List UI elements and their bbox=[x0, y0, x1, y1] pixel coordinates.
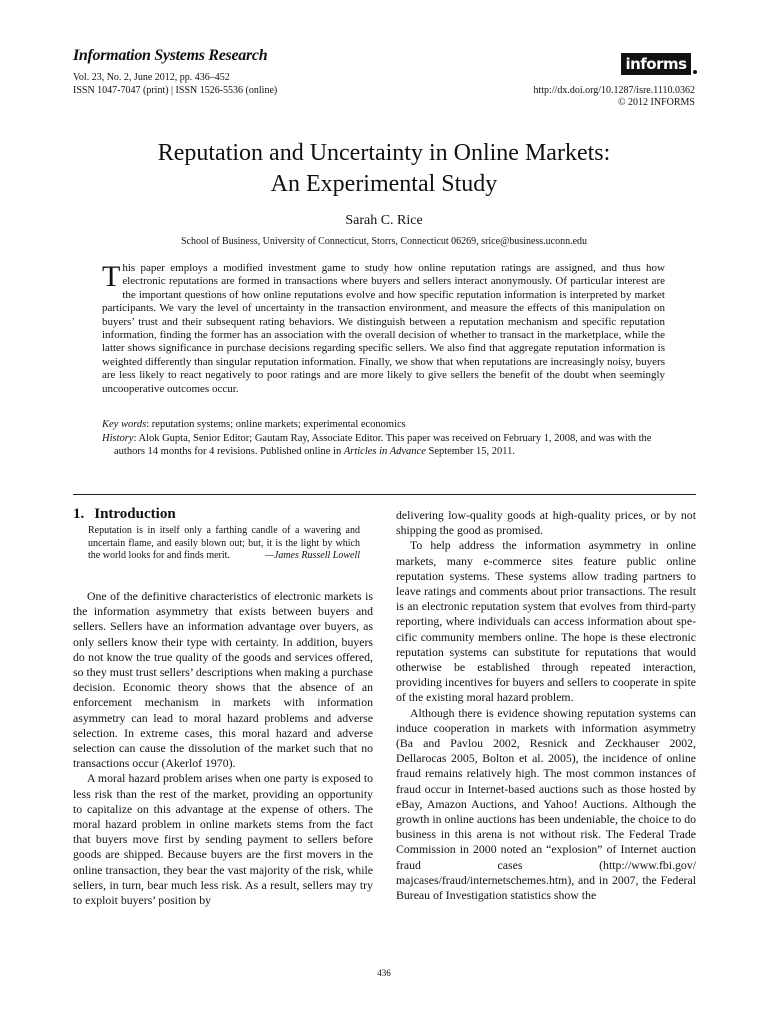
paragraph: Although there is evidence showing reputation systems can induce cooperation in markets with information asymmetry (Ba and Pavlou 2002, Resnick and Zeckhauser 2002, Dellarocas 2005, Bolton et al. 2005), the incidence of online fraud remains relatively high. The most common instances of fraud occur in Internet-based auctions such as those hosted by eBay, Amazon Auctions, and Yahoo! Auctions. Although the growth in online auctions has been undeniable, the choice to do business in this arena is not without risk. The Federal Trade Commission in 2000 noted an “explosion” of Internet auction fraud cases (http://www.fbi.gov/ majcases/fraud/internetschemes.htm), and in 2007, the Federal Bureau of Investigation statistics show the bbox=[396, 705, 696, 903]
body-column-right bbox=[396, 508, 696, 903]
keywords-text: : reputation systems; online markets; experimental economics bbox=[146, 419, 406, 430]
history bbox=[102, 432, 665, 458]
journal-name: Information Systems Research bbox=[73, 47, 268, 64]
abstract-dropcap: T bbox=[102, 260, 121, 293]
keywords-label: Key words bbox=[102, 419, 147, 430]
history-text-b: September 15, 2011. bbox=[425, 446, 515, 457]
body-column-left bbox=[73, 589, 373, 908]
doi-link[interactable]: http://dx.doi.org/10.1287/isre.1110.0362 bbox=[533, 85, 695, 96]
affiliation: School of Business, University of Connecticut, Storrs, Connecticut 06269, srice@business.uconn.edu bbox=[180, 236, 588, 247]
volume-line: Vol. 23, No. 2, June 2012, pp. 436–452 bbox=[73, 72, 230, 83]
epigraph bbox=[88, 525, 360, 563]
paragraph: To help address the information asymmetry in online markets, many e-commerce sites feature public online reputation systems. These systems allow trading partners to leave ratings and comments about prior transactions. The result is an electronic reputation system that evolves from third-party reporting, where individuals can access information about specific community members online. The hope is these electronic reputation systems can substitute for reputations that would otherwise be established through repeated interaction, providing incentives for buyers and sellers to cooperate in spite of the existing moral hazard problem. bbox=[396, 538, 696, 705]
keywords bbox=[102, 418, 665, 431]
copyright: © 2012 INFORMS bbox=[617, 97, 695, 108]
abstract bbox=[102, 262, 665, 396]
author-name: Sarah C. Rice bbox=[345, 213, 423, 228]
informs-logo: informs bbox=[621, 53, 691, 75]
paragraph: One of the definitive characteristics of electronic markets is the information asymmetry that exists between buyers and sellers. Sellers have an information advantage over buyers, as only sellers know their type with certainty. In addition, buyers do not know the true quality of the goods and services offered, so they must trust sellers’ descriptions when making a purchase decision. Economic theory shows that the absence of an enforcement mechanism in markets with information asymmetry can lead to moral hazard problems and adverse selection. In extreme cases, this moral hazard and adverse selection can cause the dissolution of the market such that no transactions occur (Akerlof 1970). bbox=[73, 589, 373, 771]
section-title: Introduction bbox=[94, 506, 176, 522]
issn-line: ISSN 1047-7047 (print) | ISSN 1526-5536 (online) bbox=[73, 85, 278, 96]
history-label: History bbox=[102, 433, 134, 444]
section-number: 1. bbox=[73, 506, 85, 522]
page-number: 436 bbox=[377, 968, 391, 978]
history-text-a: : Alok Gupta, Senior Editor; Gautam Ray, Associate Editor. This paper was received on February 1, 2008, and was with the authors 14 months for 4 revisions. Published online in bbox=[114, 433, 652, 457]
epigraph-attribution: —James Russell Lowell bbox=[265, 550, 360, 561]
abstract-text: his paper employs a modified investment game to study how online reputation ratings are assigned, and thus how electronic reputations are formed in transactions where buyers and sellers interact anonymously. Of particular interest are the important questions of how online reputations evolve and how specific reputation information is interpreted by market participants. We vary the level of uncertainty in the transaction environment, and measure the effects of this manipulation on buyers’ trust and their subsequent rating behaviors. We distinguish between a reputation mechanism and specific reputation information, finding the former has an association with the overall decision of whether to transact in the marketplace, while the latter shows significance in purchase decisions regarding specific sellers. We also find that aggregate reputation information is weighted differently than singular reputation information. Finally, we show that when reputations are increasingly noisy, buyers are less likely to react negatively to poor ratings and are more likely to give sellers the benefit of the doubt when seemingly uncooperative outcomes occur. bbox=[102, 262, 665, 395]
title-line-2: An Experimental Study bbox=[270, 171, 498, 197]
epigraph-text: Reputation is in itself only a farthing candle of a wavering and uncertain flame, and easily blown out; but, it is the light by which the world looks for and finds merit. bbox=[88, 525, 360, 561]
logo-dot-icon bbox=[693, 70, 697, 74]
section-heading bbox=[73, 506, 176, 523]
paragraph: A moral hazard problem arises when one party is exposed to less risk than the rest of the market, providing an opportunity to capitalize on this advantage at the expense of others. The moral hazard problem in online markets stems from the fact that buyers move first by sending payment to sellers before goods are shipped. Because buyers are the first movers in the online transaction, they bear the vast majority of the risk, while sellers, in turn, bear much less risk. As a result, sellers may try to exploit buyers’ position by bbox=[73, 771, 373, 908]
title-line-1: Reputation and Uncertainty in Online Markets: bbox=[157, 140, 611, 166]
history-italic: Articles in Advance bbox=[343, 446, 426, 457]
paragraph: delivering low-quality goods at high-quality prices, or by not shipping the good as promised. bbox=[396, 508, 696, 538]
section-divider bbox=[73, 494, 696, 495]
article-title bbox=[60, 138, 708, 200]
